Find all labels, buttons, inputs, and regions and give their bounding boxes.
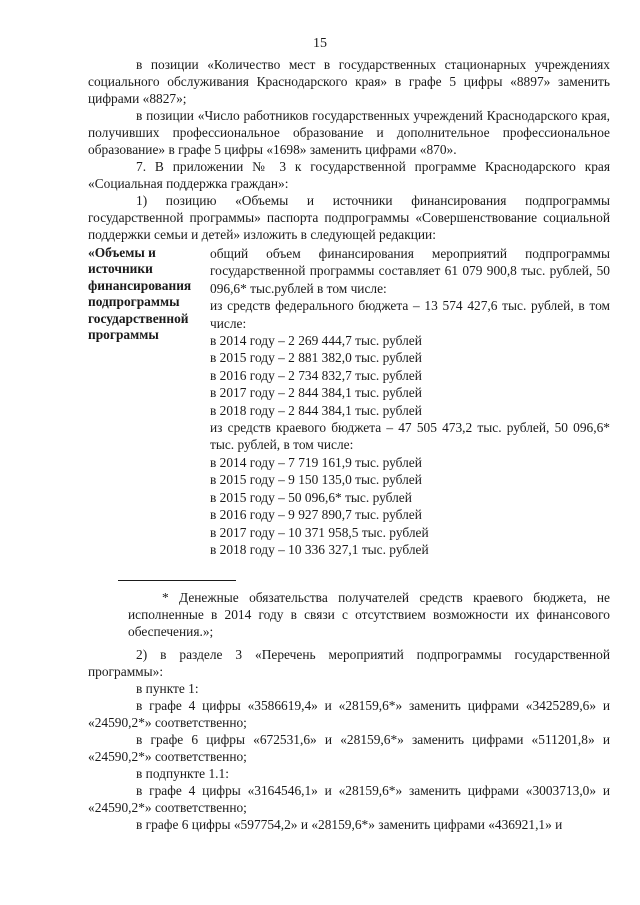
regional-year-line: в 2015 году – 50 096,6* тыс. рублей — [210, 489, 412, 505]
regional-intro: из средств краевого бюджета – 47 505 473,2 тыс. рублей, 50 096,6* тыс. рублей, в том числе: — [210, 420, 610, 453]
regional-year-line: в 2017 году – 10 371 958,5 тыс. рублей — [210, 524, 429, 540]
financing-table — [88, 245, 610, 558]
paragraph: 7. В приложении № 3 к государственной программе Краснодарского края «Социальная поддержка граждан»: — [88, 159, 610, 191]
footnote: * Денежные обязательства получателей средств краевого бюджета, не исполненные в 2014 году в связи с отсутствием возможности их финансового обеспечения.»; — [128, 590, 610, 640]
paragraph: в позиции «Количество мест в государственных стационарных учреждениях социального обслуживания Краснодарского края» в графе 5 цифры «8897» заменить цифрами «8827»; — [88, 57, 610, 106]
paragraph: в графе 6 цифры «597754,2» и «28159,6*» заменить цифрами «436921,1» и — [136, 817, 563, 833]
table-left-label: «Объемы и источники финансирования подпрограммы государственной программы — [88, 245, 192, 343]
table-right-column — [210, 245, 610, 558]
federal-year-line: в 2017 году – 2 844 384,1 тыс. рублей — [210, 385, 422, 401]
paragraph: в графе 4 цифры «3164546,1» и «28159,6*» заменить цифрами «3003713,0» и «24590,2*» соответственно; — [88, 783, 610, 816]
regional-year-line: в 2014 году – 7 719 161,9 тыс. рублей — [210, 454, 422, 470]
paragraph: в подпункте 1.1: — [136, 766, 229, 782]
federal-year-line: в 2018 году – 2 844 384,1 тыс. рублей — [210, 402, 422, 418]
federal-intro: из средств федерального бюджета – 13 574 427,6 тыс. рублей, в том числе: — [210, 298, 610, 331]
paragraph: в позиции «Число работников государственных учреждений Краснодарского края, получивших профессиональное образование и дополнительное профессиональное образование» в графе 5 цифры «1698» заменить цифрами «870». — [88, 108, 610, 157]
page-number: 15 — [313, 36, 327, 51]
federal-year-line: в 2015 году – 2 881 382,0 тыс. рублей — [210, 350, 422, 366]
document-body — [88, 56, 610, 833]
federal-year-line: в 2016 году – 2 734 832,7 тыс. рублей — [210, 367, 422, 383]
paragraph: 2) в разделе 3 «Перечень мероприятий подпрограммы государственной программы»: — [88, 647, 610, 680]
regional-year-line: в 2018 году – 10 336 327,1 тыс. рублей — [210, 541, 429, 557]
paragraph: в графе 6 цифры «672531,6» и «28159,6*» заменить цифрами «511201,8» и «24590,2*» соответственно; — [88, 732, 610, 765]
regional-year-line: в 2015 году – 9 150 135,0 тыс. рублей — [210, 472, 422, 488]
paragraph: 1) позицию «Объемы и источники финансирования подпрограммы государственной программы» паспорта подпрограммы «Совершенствование социальной поддержки семьи и детей» изложить в следующей редакции: — [88, 193, 610, 242]
paragraph: в пункте 1: — [136, 681, 199, 697]
federal-year-line: в 2014 году – 2 269 444,7 тыс. рублей — [210, 333, 422, 349]
paragraph: в графе 4 цифры «3586619,4» и «28159,6*» заменить цифрами «3425289,6» и «24590,2*» соответственно; — [88, 698, 610, 731]
regional-year-line: в 2016 году – 9 927 890,7 тыс. рублей — [210, 507, 422, 523]
financing-intro: общий объем финансирования мероприятий подпрограммы государственной программы составляет 61 079 900,8 тыс. рублей, 50 096,6* тыс.рублей в том числе: — [210, 246, 610, 296]
footnote-divider — [118, 580, 236, 581]
